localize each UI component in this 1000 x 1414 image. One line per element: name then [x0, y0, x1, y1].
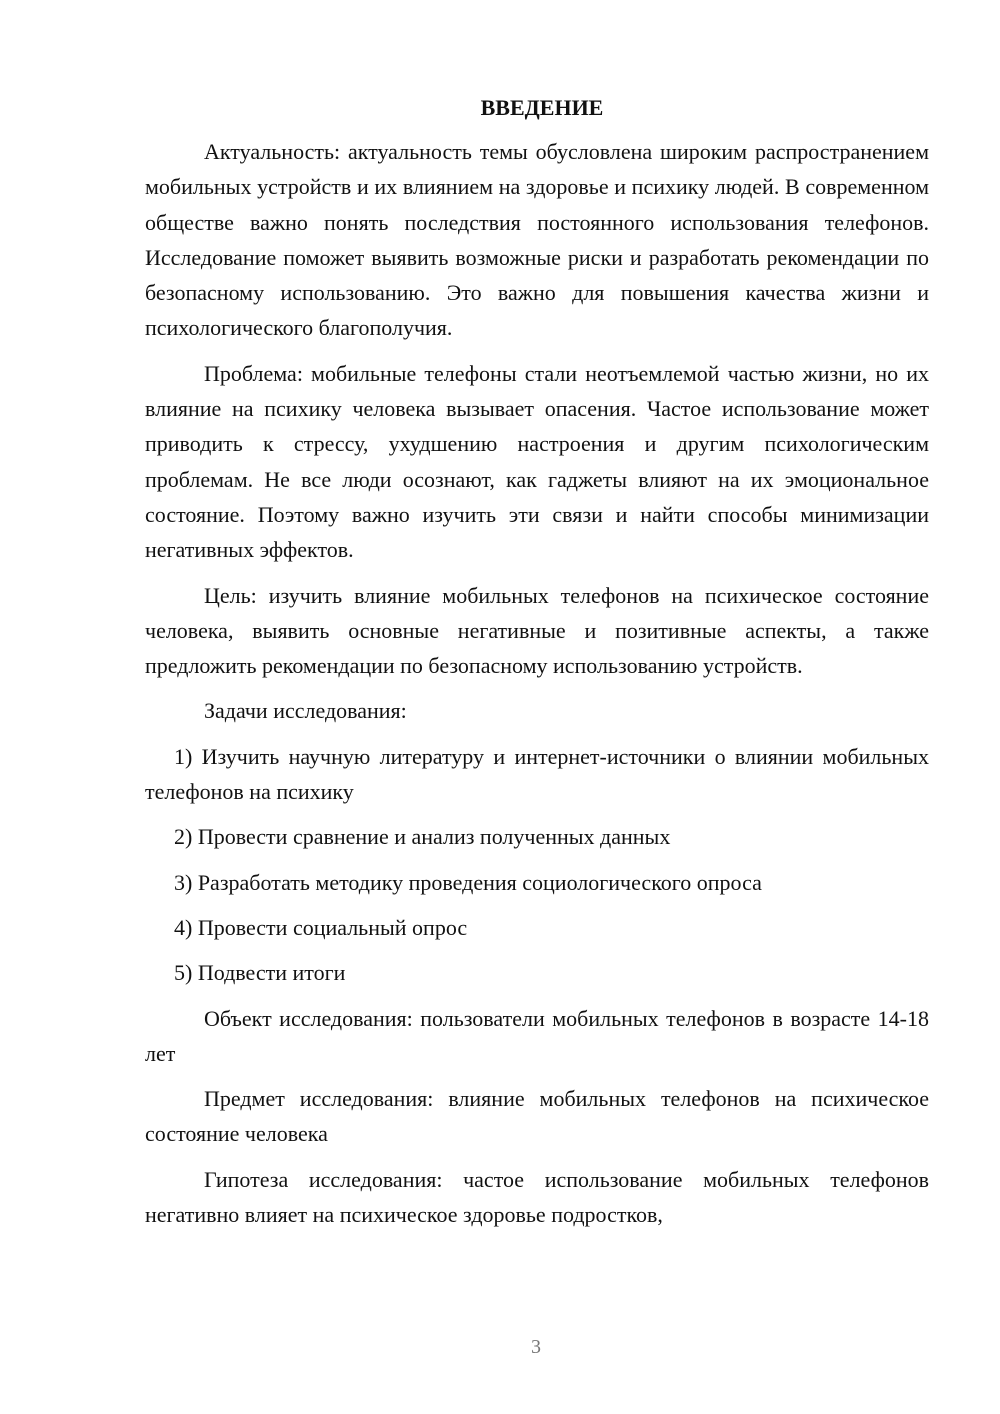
page-number: 3: [531, 1336, 541, 1358]
hypothesis-paragraph: Гипотеза исследования: частое использование мобильных телефонов негативно влияет на психическое здоровье подростков,: [145, 1166, 929, 1228]
task-item: 3) Разработать методику проведения социологического опроса: [174, 869, 762, 895]
document-page: [145, 92, 929, 1242]
problem-paragraph: Проблема: мобильные телефоны стали неотъемлемой частью жизни, но их влияние на психику человека вызывает опасения. Частое использование может приводить к стрессу, ухудшению настроения и другим психологическим проблемам. Не все люди осознают, как гаджеты влияют на их эмоциональное состояние. Поэтому важно изучить эти связи и найти способы минимизации негативных эффектов.: [145, 360, 929, 563]
task-item: 4) Провести социальный опрос: [174, 914, 468, 940]
task-item: 1) Изучить научную литературу и интернет-источники о влиянии мобильных телефонов на психику: [145, 743, 929, 805]
relevance-paragraph: Актуальность: актуальность темы обусловлена широким распространением мобильных устройств и их влиянием на здоровье и психику людей. В современном обществе важно понять последствия постоянного использования телефонов. Исследование поможет выявить возможные риски и разработать рекомендации по безопасному использованию. Это важно для повышения качества жизни и психологического благополучия.: [145, 139, 929, 341]
section-heading: ВВЕДЕНИЕ: [480, 95, 604, 120]
task-item: 2) Провести сравнение и анализ полученных данных: [174, 824, 671, 850]
goal-paragraph: Цель: изучить влияние мобильных телефонов на психическое состояние человека, выявить основные негативные и позитивные аспекты, а также предложить рекомендации по безопасному использованию устройств.: [145, 582, 929, 679]
subject-paragraph: Предмет исследования: влияние мобильных телефонов на психическое состояние человека: [145, 1086, 929, 1147]
tasks-title: Задачи исследования:: [204, 698, 407, 724]
task-item: 5) Подвести итоги: [174, 960, 346, 986]
object-paragraph: Объект исследования: пользователи мобильных телефонов в возрасте 14-18 лет: [145, 1005, 929, 1066]
